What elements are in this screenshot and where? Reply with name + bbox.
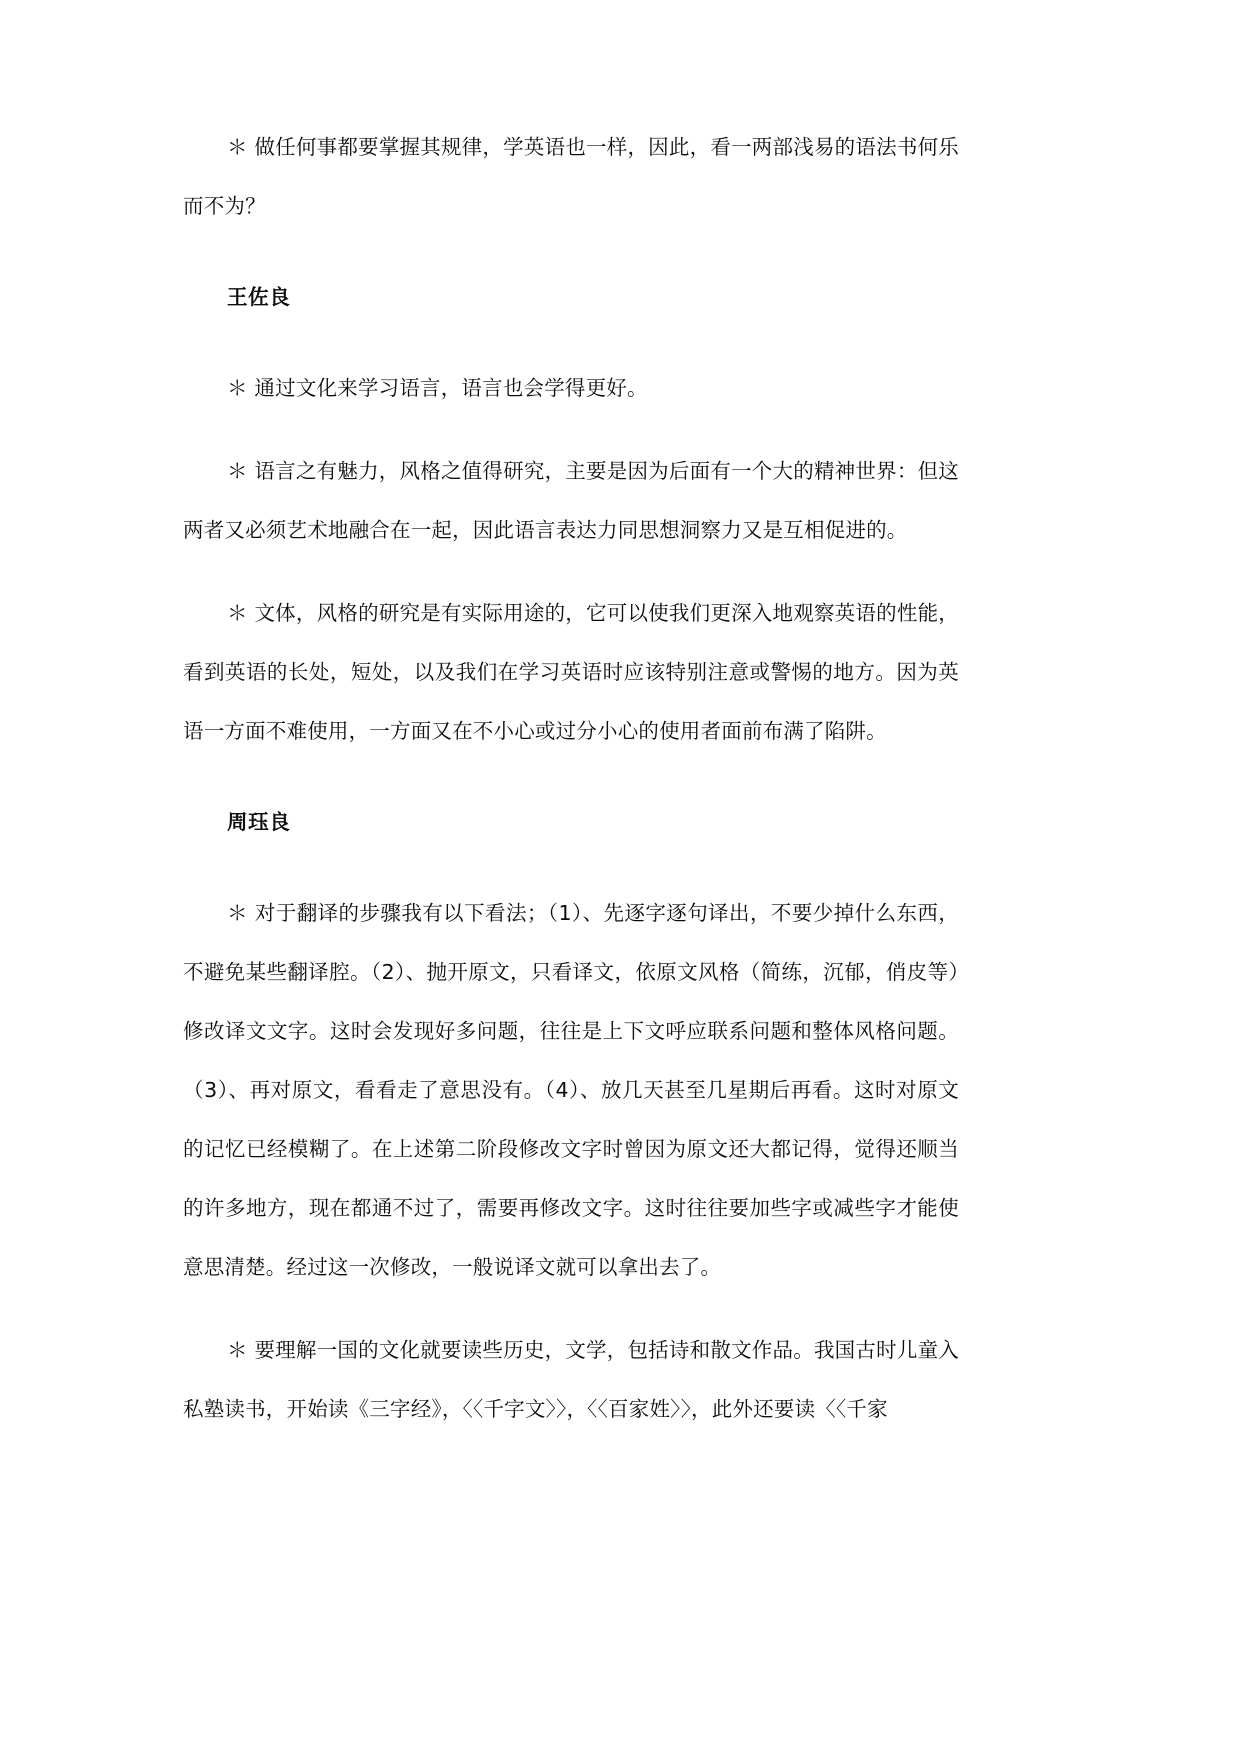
spacer (183, 876, 959, 884)
paragraph-learn-through-culture: ＊ 通过文化来学习语言，语言也会学得更好。 (227, 376, 648, 400)
spacer (183, 785, 959, 793)
heading-zhou-jueliang: 周珏良 (227, 810, 291, 834)
paragraph-translation-steps: ＊ 对于翻译的步骤我有以下看法；（1）、先逐字逐句译出，不要少掉什么东西，不避免某些翻译腔。（2）、抛开原文，只看译文，依原文风格（简练，沉郁，俏皮等）修改译文文字。这时会发现好多问题，往往是上下文呼应联系问题和整体风格问题。（3）、再对原文，看看走了意思没有。（4）、放几天甚至几星期后再看。这时对原文的记忆已经模糊了。在上述第二阶段修改文字时曾因为原文还大都记得，觉得还顺当的许多地方，现在都通不过了，需要再修改文字。这时往往要加些字或减些字才能使意思清楚。经过这一次修改，一般说译文就可以拿出去了。 (183, 901, 959, 1279)
document-body-column (183, 118, 959, 1439)
heading-wang-zuoliang: 王佐良 (227, 285, 291, 309)
spacer (183, 260, 959, 268)
spacer (183, 351, 959, 359)
paragraph-understand-culture: ＊ 要理解一国的文化就要读些历史，文学，包括诗和散文作品。我国古时儿童入私塾读书，开始读《三字经》，〈〈千字文〉〉，〈〈百家姓〉〉，此外还要读〈〈千家 (183, 1338, 959, 1421)
paragraph-grammar-book: ＊ 做任何事都要掌握其规律，学英语也一样，因此，看一两部浅易的语法书何乐而不为？ (183, 135, 959, 218)
paragraph-language-charm: ＊ 语言之有魅力，风格之值得研究，主要是因为后面有一个大的精神世界：但这两者又必须艺术地融合在一起，因此语言表达力同思想洞察力又是互相促进的。 (183, 459, 959, 542)
paragraph-style-study: ＊ 文体，风格的研究是有实际用途的，它可以使我们更深入地观察英语的性能，看到英语的长处，短处，以及我们在学习英语时应该特别注意或警惕的地方。因为英语一方面不难使用，一方面又在不小心或过分小心的使用者面前布满了陷阱。 (183, 601, 959, 743)
